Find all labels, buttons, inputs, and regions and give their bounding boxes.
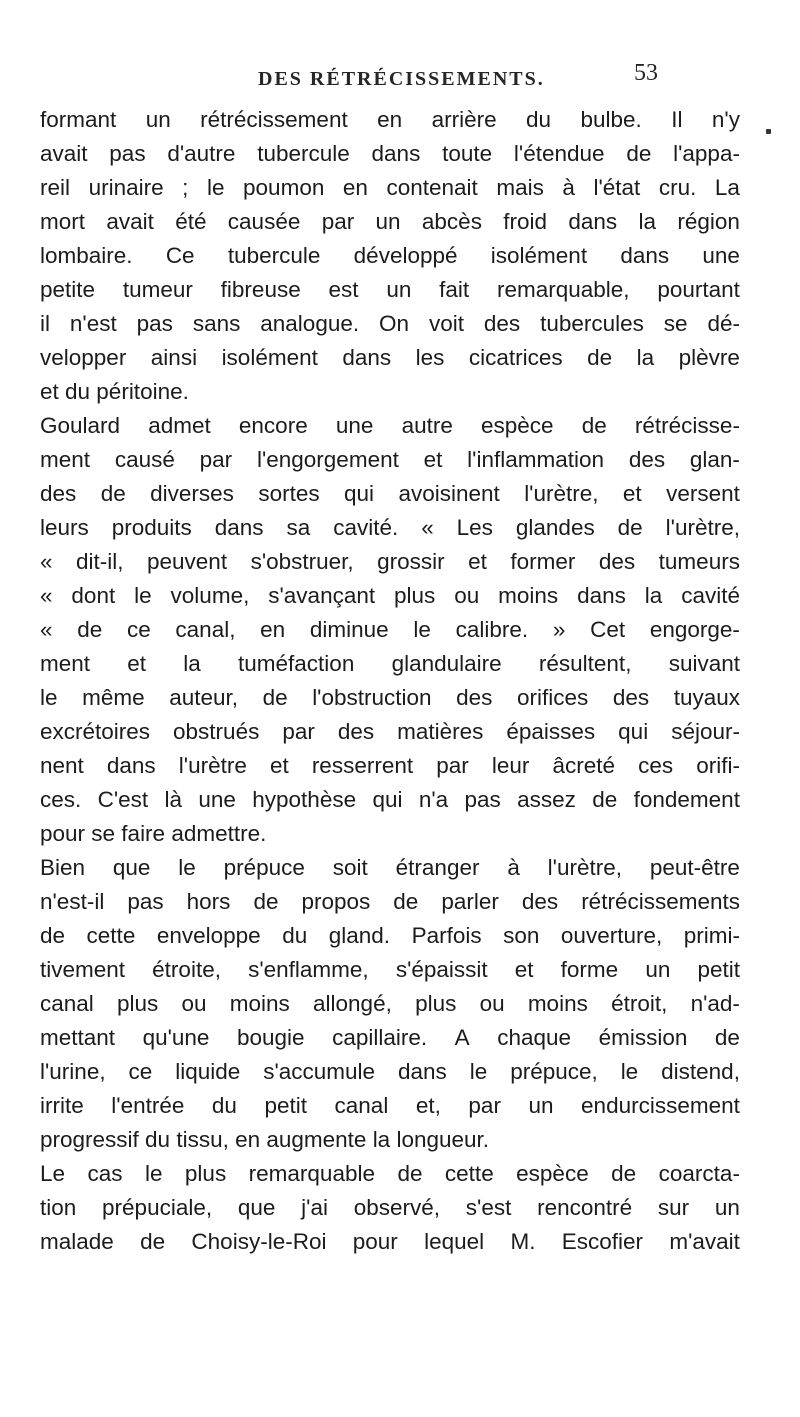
text-line: formant un rétrécissement en arrière du bulbe. Il n'y [40,107,740,132]
running-head [0,60,800,90]
text-line: petite tumeur fibreuse est un fait remarquable, pourtant [40,277,740,302]
text-line: il n'est pas sans analogue. On voit des tubercules se dé- [40,311,740,336]
text-line: ces. C'est là une hypothèse qui n'a pas assez de fondement [40,787,740,812]
text-line: excrétoires obstrués par des matières épaisses qui séjour- [40,719,740,744]
running-title: DES RÉTRÉCISSEMENTS. [258,68,545,90]
text-line: reil urinaire ; le poumon en contenait mais à l'état cru. La [40,175,740,200]
text-line: mettant qu'une bougie capillaire. A chaque émission de [40,1025,740,1050]
text-line: le même auteur, de l'obstruction des orifices des tuyaux [40,685,740,710]
text-line: progressif du tissu, en augmente la longueur. [40,1127,490,1152]
text-line: avait pas d'autre tubercule dans toute l'étendue de l'appa- [40,141,740,166]
text-line: de cette enveloppe du gland. Parfois son ouverture, primi- [40,923,740,948]
text-line: lombaire. Ce tubercule développé isolément dans une [40,243,740,268]
text-line: n'est-il pas hors de propos de parler des rétrécissements [40,889,740,914]
text-line: des de diverses sortes qui avoisinent l'urètre, et versent [40,481,740,506]
text-line: ment causé par l'engorgement et l'inflammation des glan- [40,447,740,472]
text-line: canal plus ou moins allongé, plus ou moins étroit, n'ad- [40,991,740,1016]
text-line: velopper ainsi isolément dans les cicatrices de la plèvre [40,345,740,370]
text-line: malade de Choisy-le-Roi pour lequel M. Escofier m'avait [40,1229,740,1254]
body-text [40,103,740,1259]
text-line: Le cas le plus remarquable de cette espèce de coarcta- [40,1161,740,1186]
text-line: leurs produits dans sa cavité. « Les glandes de l'urètre, [40,515,740,540]
text-line: mort avait été causée par un abcès froid dans la région [40,209,740,234]
page-number: 53 [634,60,658,86]
text-line: « dont le volume, s'avançant plus ou moins dans la cavité [40,583,740,608]
text-line: nent dans l'urètre et resserrent par leur âcreté ces orifi- [40,753,740,778]
text-line: Bien que le prépuce soit étranger à l'urètre, peut-être [40,855,740,880]
text-line: et du péritoine. [40,379,189,404]
text-line: tivement étroite, s'enflamme, s'épaissit et forme un petit [40,957,740,982]
text-line: pour se faire admettre. [40,821,267,846]
text-line: « de ce canal, en diminue le calibre. » Cet engorge- [40,617,740,642]
text-line: ment et la tuméfaction glandulaire résultent, suivant [40,651,740,676]
text-line: tion prépuciale, que j'ai observé, s'est rencontré sur un [40,1195,740,1220]
text-line: irrite l'entrée du petit canal et, par un endurcissement [40,1093,740,1118]
text-line: l'urine, ce liquide s'accumule dans le prépuce, le distend, [40,1059,740,1084]
text-line: « dit-il, peuvent s'obstruer, grossir et former des tumeurs [40,549,740,574]
margin-mark [766,129,771,134]
text-line: Goulard admet encore une autre espèce de rétrécisse- [40,413,740,438]
